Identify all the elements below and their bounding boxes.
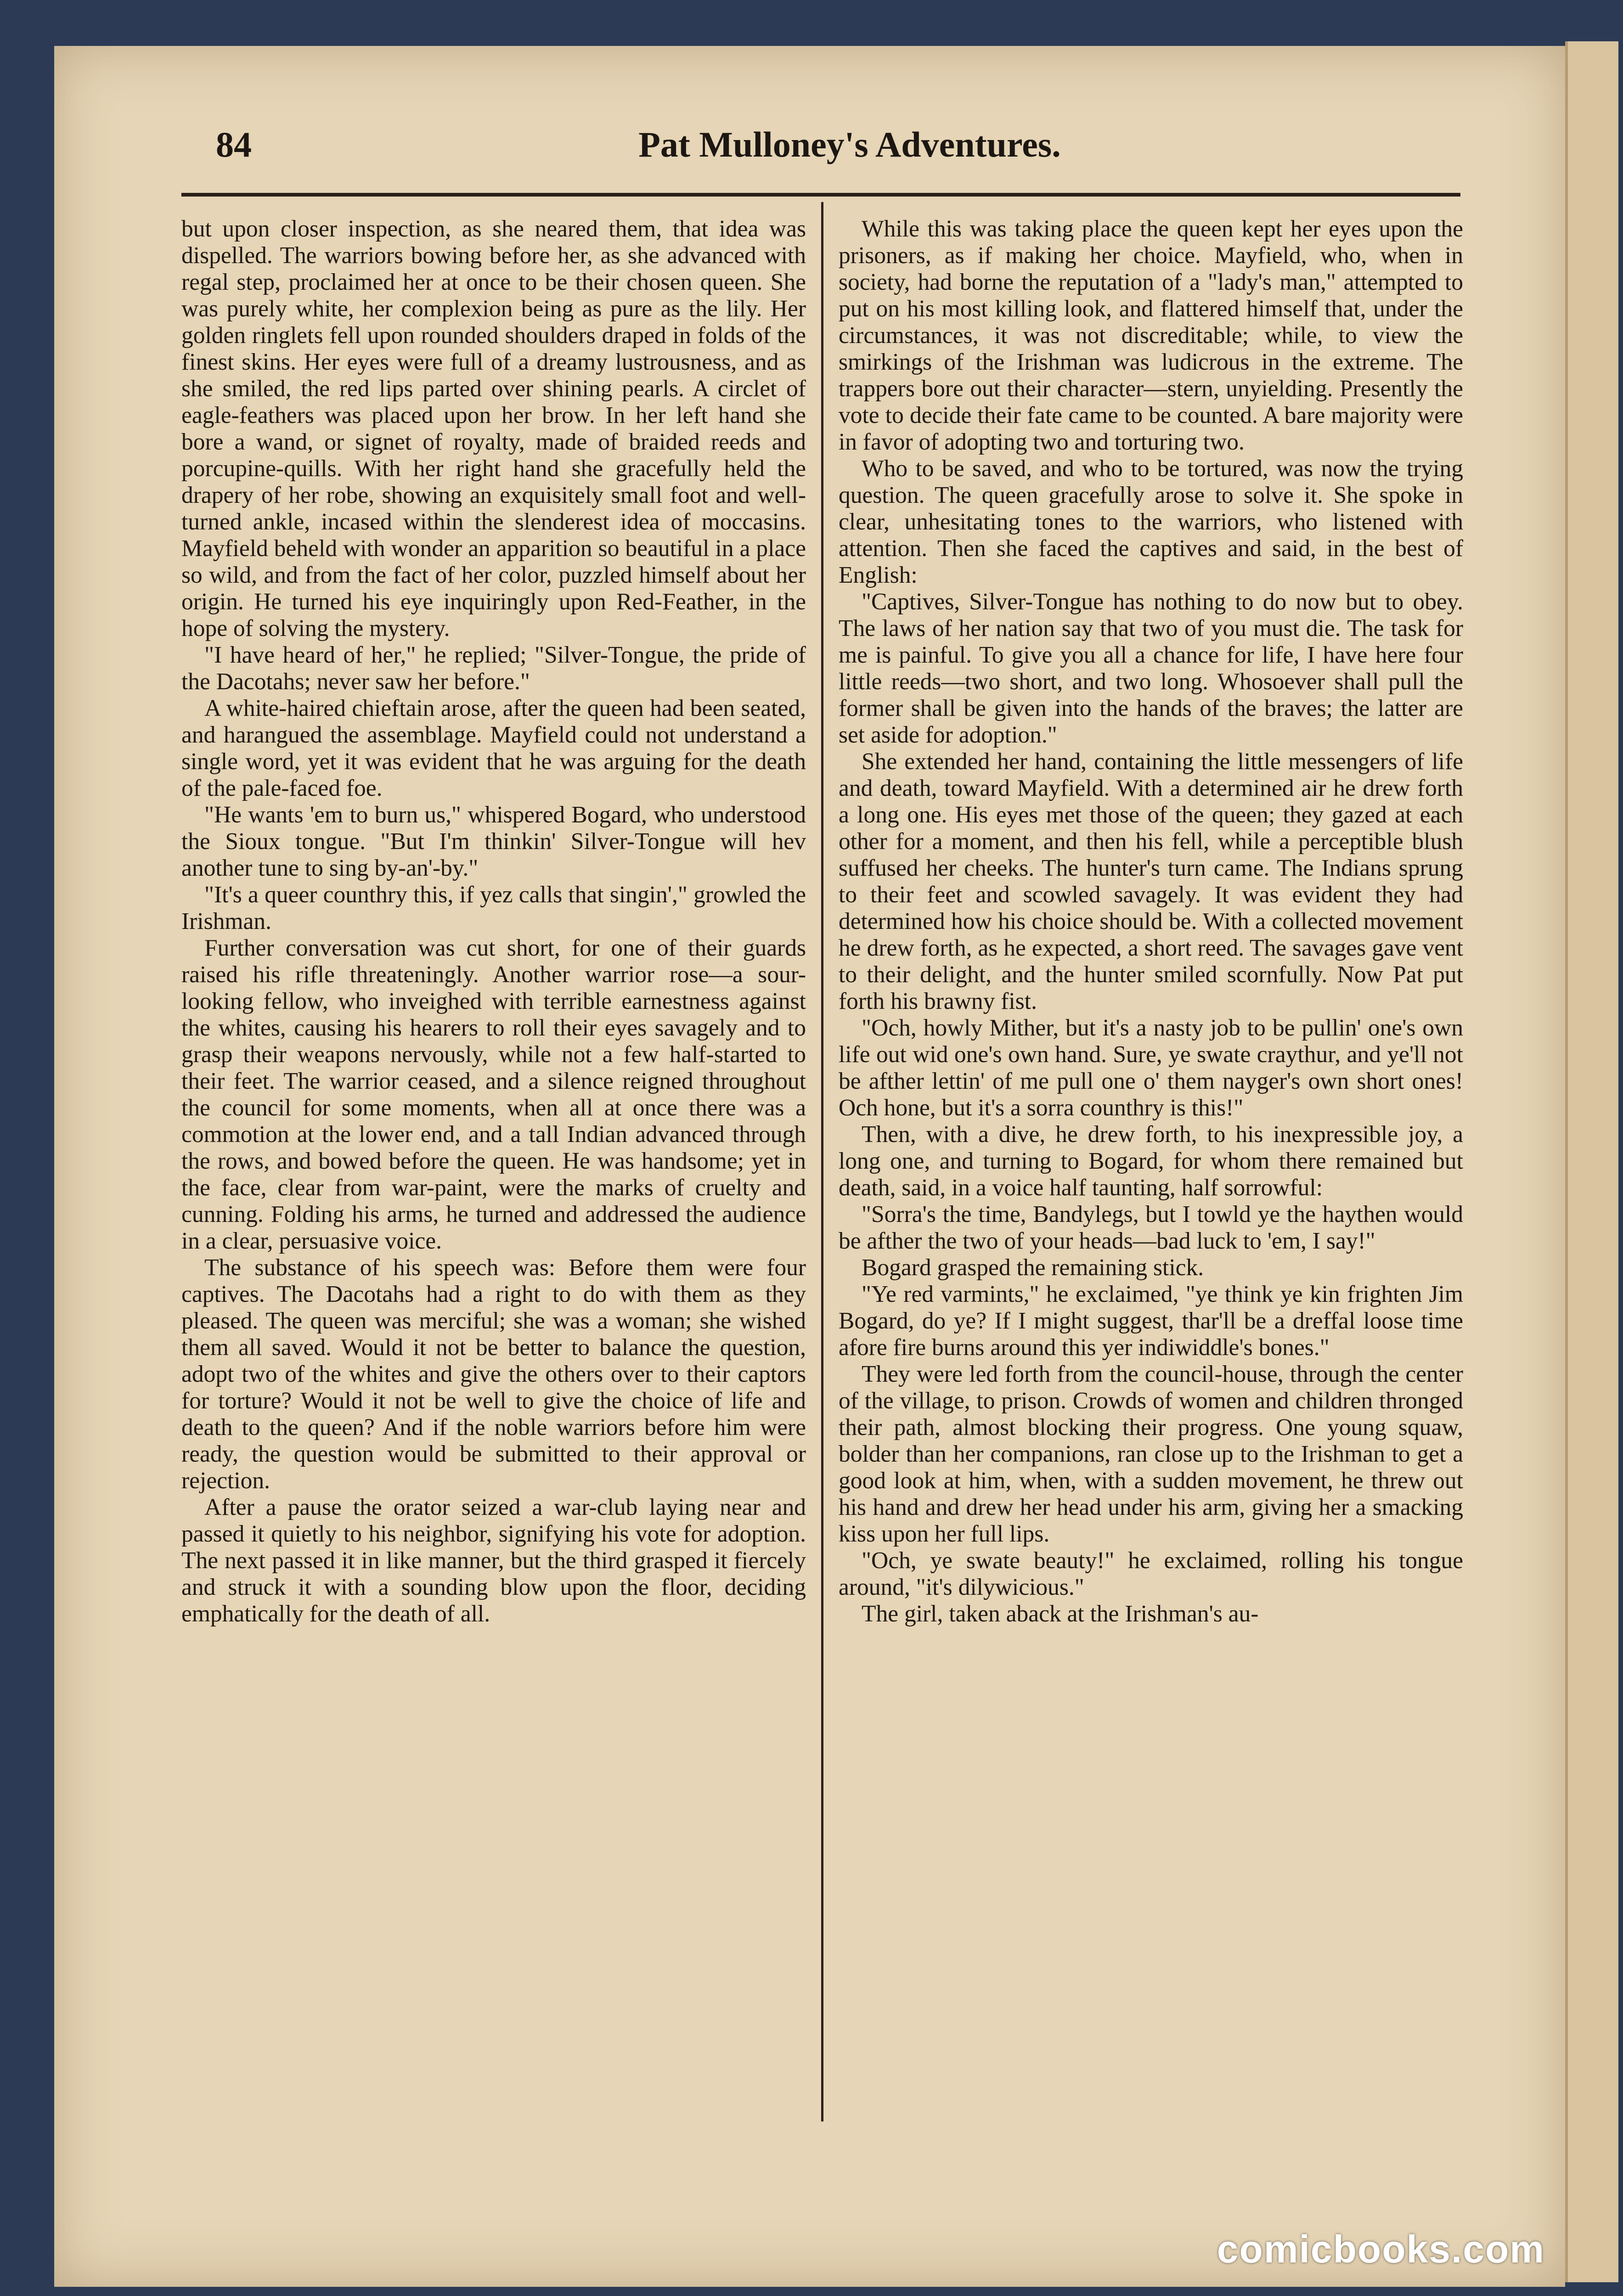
site-watermark: comicbooks.com (1217, 2228, 1545, 2271)
paragraph: She extended her hand, containing the little messengers of life and death, toward Mayfield. With a determined air he drew forth a long one. His eyes met those of the queen; they gazed at each other for a moment, and then his fell, while a perceptible blush suffused her cheeks. The hunter's turn came. The Indians sprung to their feet and scowled savagely. It was evident they had determined how his choice should be. With a collected movement he drew forth, as he expected, a short reed. The savages gave vent to their delight, and the hunter smiled scornfully. Now Pat put forth his brawny fist. (839, 748, 1463, 1014)
paragraph: but upon closer inspection, as she neared them, that idea was dispelled. The warriors bowing before her, as she advanced with regal step, proclaimed her at once to be their chosen queen. She was purely white, her complexion being as pure as the lily. Her golden ringlets fell upon rounded shoulders draped in folds of the finest skins. Her eyes were full of a dreamy lustrousness, and as she smiled, the red lips parted over shining pearls. A circlet of eagle-feathers was placed upon her brow. In her left hand she bore a wand, or signet of royalty, made of braided reeds and porcupine-quills. With her right hand she gracefully held the drapery of her robe, showing an exquisitely small foot and well-turned ankle, incased within the slenderest idea of moccasins. Mayfield beheld with wonder an apparition so beautiful in a place so wild, and from the fact of her color, puzzled himself about her origin. He turned his eye inquiringly upon Red-Feather, in the hope of solving the mystery. (181, 216, 806, 642)
page-number: 84 (216, 124, 252, 164)
column-divider (821, 202, 823, 2122)
paragraph: "He wants 'em to burn us," whispered Bogard, who understood the Sioux tongue. "But I'm thinkin' Silver-Tongue will hev another tune to sing by-an'-by." (181, 802, 806, 881)
header-rule (181, 193, 1460, 197)
paragraph: "Captives, Silver-Tongue has nothing to do now but to obey. The laws of her nation say that two of you must die. The task for me is painful. To give you all a chance for life, I have here four little reeds—two short, and two long. Whosoever shall pull the former shall be given into the hands of the braves; the latter are set aside for adoption." (839, 589, 1463, 748)
paragraph: The substance of his speech was: Before them were four captives. The Dacotahs had a right to do with them as they pleased. The queen was merciful; she was a woman; she wished them all saved. Would it not be better to balance the question, adopt two of the whites and give the others over to their captors for torture? Would it not be well to give the choice of life and death to the queen? And if the noble warriors before him were ready, the question would be submitted to their approval or rejection. (181, 1255, 806, 1494)
paragraph: They were led forth from the council-house, through the center of the village, to prison. Crowds of women and children thronged their path, almost blocking their progress. One young squaw, bolder than her companions, ran close up to the Irishman to get a good look at him, when, with a sudden movement, he threw out his hand and drew her head under his arm, giving her a smacking kiss upon her full lips. (839, 1361, 1463, 1547)
paragraph: "I have heard of her," he replied; "Silver-Tongue, the pride of the Dacotahs; never saw her before." (181, 642, 806, 695)
paragraph: "It's a queer counthry this, if yez calls that singin'," growled the Irishman. (181, 882, 806, 934)
left-column (181, 216, 806, 2135)
running-head: Pat Mulloney's Adventures. (638, 124, 1061, 164)
next-page-edge (1565, 41, 1618, 2282)
paragraph: Who to be saved, and who to be tortured, was now the trying question. The queen gracefully arose to solve it. She spoke in clear, unhesitating tones to the warriors, who listened with attention. Then she faced the captives and said, in the best of English: (839, 456, 1463, 588)
paragraph: Bogard grasped the remaining stick. (862, 1255, 1204, 1281)
paragraph: "Och, ye swate beauty!" he exclaimed, rolling his tongue around, "it's dilywicious." (839, 1548, 1463, 1600)
right-column (839, 216, 1463, 2135)
paragraph: The girl, taken aback at the Irishman's au- (862, 1601, 1259, 1627)
paragraph: Then, with a dive, he drew forth, to his inexpressible joy, a long one, and turning to Bogard, for whom there remained but death, said, in a voice half taunting, half sorrowful: (839, 1121, 1463, 1201)
paragraph: "Sorra's the time, Bandylegs, but I towld ye the haythen would be afther the two of your heads—bad luck to 'em, I say!" (839, 1201, 1463, 1254)
paragraph: "Och, howly Mither, but it's a nasty job to be pullin' one's own life out wid one's own hand. Sure, ye swate craythur, and ye'll not be afther lettin' of me pull one o' them nayger's own short ones! Och hone, but it's a sorra counthry is this!" (839, 1015, 1463, 1121)
paragraph: "Ye red varmints," he exclaimed, "ye think ye kin frighten Jim Bogard, do ye? If I might suggest, thar'll be a dreffal loose time afore fire burns around this yer indiwiddle's bones." (839, 1281, 1463, 1361)
paragraph: After a pause the orator seized a war-club laying near and passed it quietly to his neighbor, signifying his vote for adoption. The next passed it in like manner, but the third grasped it fiercely and struck it with a sounding blow upon the floor, deciding emphatically for the death of all. (181, 1494, 806, 1627)
paragraph: Further conversation was cut short, for one of their guards raised his rifle threateningly. Another warrior rose—a sour-looking fellow, who inveighed with terrible earnestness against the whites, causing his hearers to roll their eyes savagely and to grasp their weapons nervously, while not a few half-started to their feet. The warrior ceased, and a silence reigned throughout the council for some moments, when all at once there was a commotion at the lower end, and a tall Indian advanced through the rows, and bowed before the queen. He was handsome; yet in the face, clear from war-paint, were the marks of cruelty and cunning. Folding his arms, he turned and addressed the audience in a clear, persuasive voice. (181, 935, 806, 1254)
paragraph: A white-haired chieftain arose, after the queen had been seated, and harangued the assemblage. Mayfield could not understand a single word, yet it was evident that he was arguing for the death of the pale-faced foe. (181, 695, 806, 801)
paragraph: While this was taking place the queen kept her eyes upon the prisoners, as if making her choice. Mayfield, who, when in society, had borne the reputation of a "lady's man," attempted to put on his most killing look, and flattered himself that, under the circumstances, it was not discreditable; while, to view the smirkings of the Irishman was ludicrous in the extreme. The trappers bore out their character—stern, unyielding. Presently the vote to decide their fate came to be counted. A bare majority were in favor of adopting two and torturing two. (839, 216, 1463, 455)
